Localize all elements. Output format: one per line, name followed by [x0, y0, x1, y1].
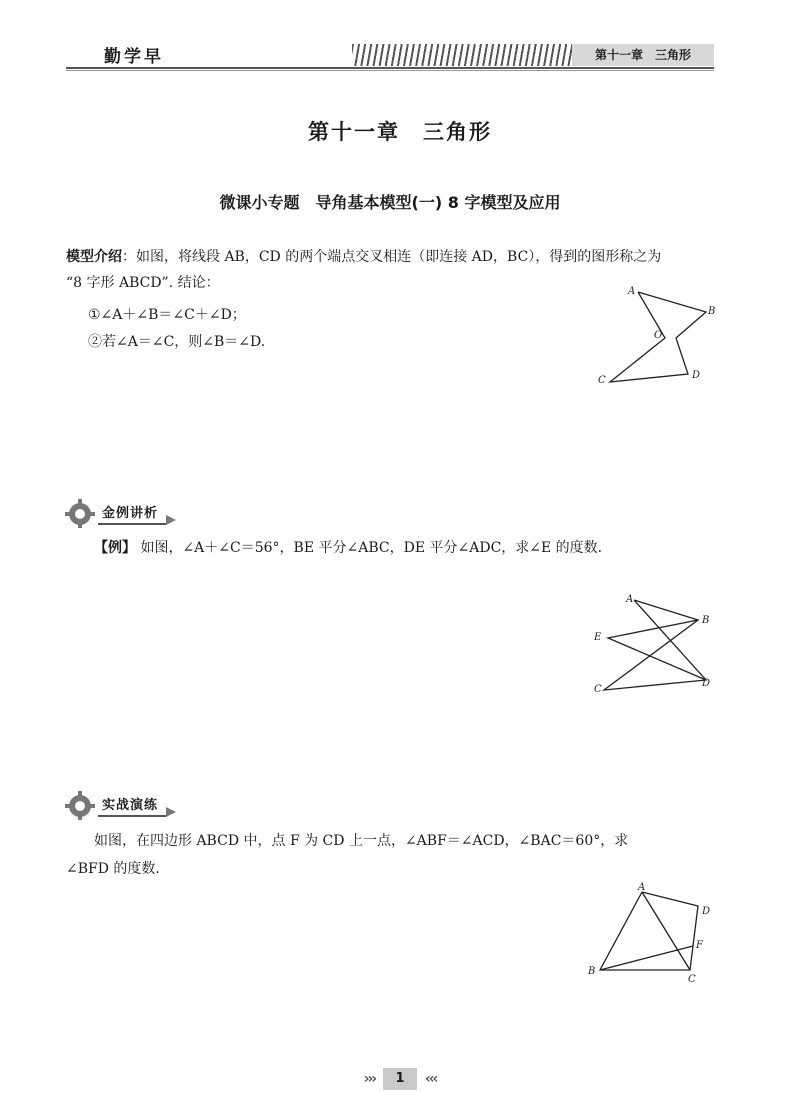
header-rule-thin	[66, 70, 714, 71]
example-line	[94, 535, 734, 561]
section-arrow-icon	[166, 515, 176, 525]
conclusion-1: ①∠A＋∠B＝∠C＋∠D；	[88, 307, 246, 323]
header-rule	[66, 67, 714, 69]
section-practice-title: 实战演练	[98, 794, 166, 817]
fig3-label-b: B	[588, 966, 596, 977]
figure-quadrilateral	[588, 882, 716, 988]
fig2-label-d: D	[702, 678, 711, 689]
section-practice-header	[64, 790, 176, 820]
page-footer	[0, 1068, 800, 1090]
example-label: 【例】	[94, 540, 136, 556]
chapter-title: 第十一章 三角形	[308, 120, 492, 144]
figure-quad-diagonal-ac	[642, 892, 690, 970]
section-example-header	[64, 498, 176, 528]
intro-text-1: ：如图，将线段 AB，CD 的两个端点交叉相连（即连接 AD，BC），得到的图形称之为	[122, 249, 662, 265]
page-number: 1	[383, 1068, 417, 1090]
figure-bisector-outline	[604, 600, 706, 690]
fig1-label-d: D	[692, 370, 701, 381]
chevrons-right-icon: ›››	[363, 1071, 375, 1087]
example-text: 如图，∠A＋∠C＝56°，BE 平分∠ABC，DE 平分∠ADC，求∠E 的度数.	[140, 540, 603, 556]
intro-line-1	[66, 244, 726, 270]
fig2-label-e: E	[594, 632, 602, 643]
fig1-label-o: O	[654, 330, 663, 341]
intro-line-2: “8 字形 ABCD”. 结论：	[66, 275, 220, 291]
section-arrow-icon	[166, 807, 176, 817]
header-hatch-decoration	[352, 44, 572, 66]
intro-label: 模型介绍	[66, 249, 122, 265]
gear-badge-icon	[64, 790, 96, 820]
fig1-label-b: B	[708, 306, 716, 317]
figure-bisector	[594, 590, 720, 700]
fig1-label-c: C	[598, 375, 606, 386]
fig1-label-a: A	[628, 286, 636, 297]
figure-8-shape	[598, 280, 720, 390]
section-example-title: 金例讲析	[98, 502, 166, 525]
chevrons-left-icon: ‹‹‹	[425, 1071, 437, 1087]
topic-subtitle: 微课小专题 导角基本模型(一) 8 字模型及应用	[219, 193, 561, 212]
header-chapter: 第十一章 三角形	[594, 48, 691, 62]
practice-line-2: ∠BFD 的度数.	[66, 861, 160, 877]
fig2-label-c: C	[594, 684, 602, 695]
conclusion-2: ②若∠A＝∠C，则∠B＝∠D.	[88, 334, 266, 350]
practice-line-1: 如图，在四边形 ABCD 中，点 F 为 CD 上一点，∠ABF＝∠ACD，∠BAC＝60°，求	[94, 833, 629, 849]
figure-quad-segment-bf	[600, 946, 693, 970]
fig2-label-b: B	[702, 615, 710, 626]
fig3-label-c: C	[688, 974, 696, 985]
fig3-label-f: F	[696, 940, 703, 951]
gear-badge-icon	[64, 498, 96, 528]
fig2-label-a: A	[626, 594, 634, 605]
header-brand: 勤学早	[104, 47, 164, 67]
fig3-label-d: D	[702, 906, 711, 917]
fig3-label-a: A	[638, 882, 646, 893]
